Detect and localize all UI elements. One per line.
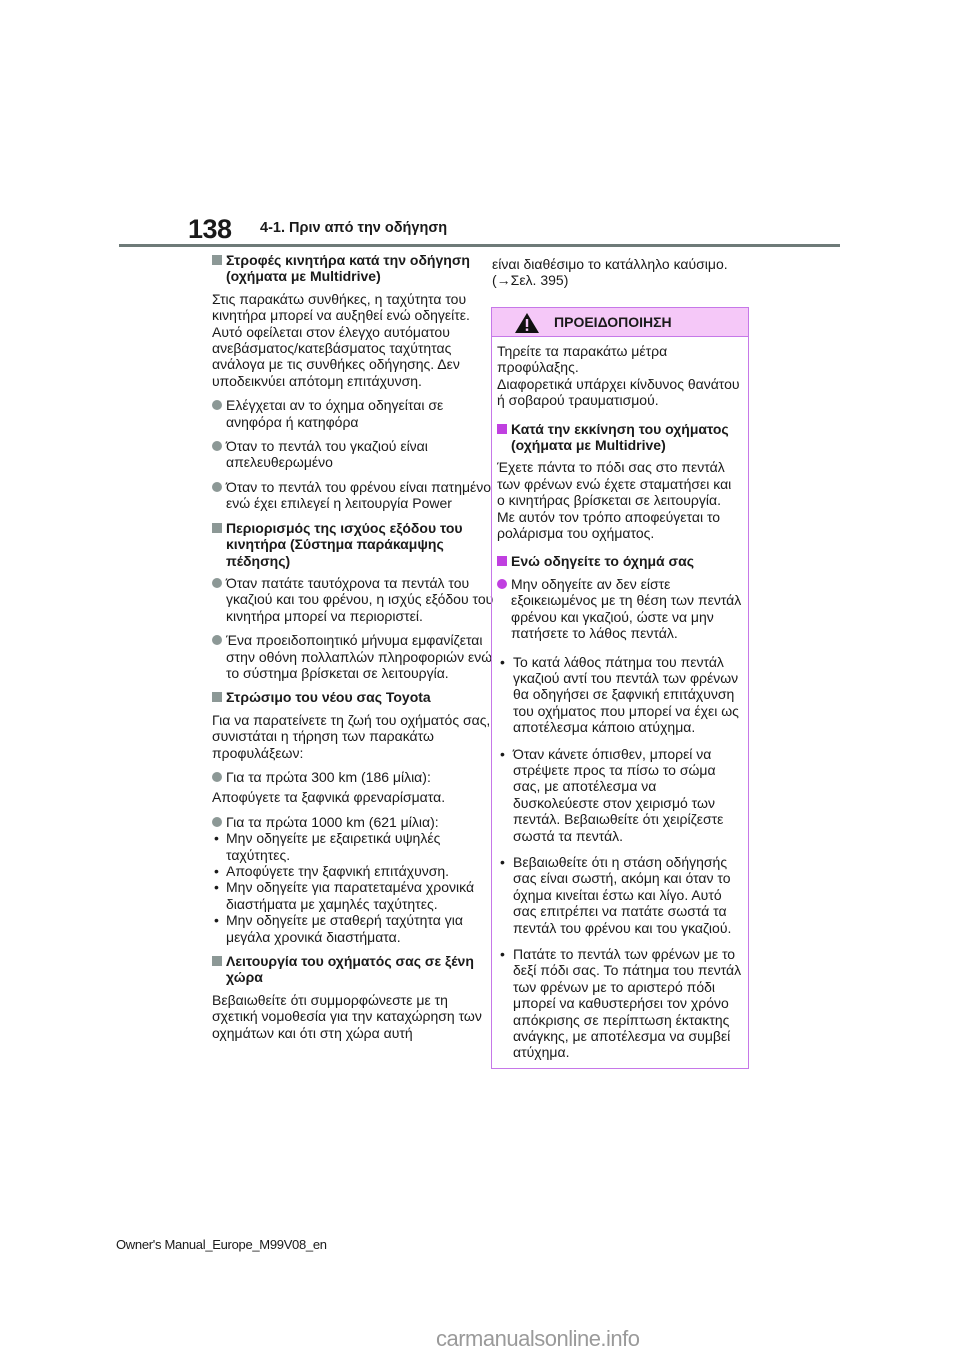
section-title: 4-1. Πριν από την οδήγηση (260, 220, 448, 236)
list-item: Ελέγχεται αν το όχημα οδηγείται σε ανηφόρα ή κατηφόρα (212, 397, 497, 430)
square-marker-icon (212, 523, 222, 533)
page-header (119, 212, 840, 246)
list-item: • Βεβαιωθείτε ότι η στάση οδήγησής σας είναι σωστή, ακόμη και όταν το όχημα κινείται έστω και λίγο. Αυτό σας επιτρέπει να πατάτε σωστά τα πεντάλ του φρένου και του γκαζιού. (500, 853, 732, 936)
page-number: 138 (188, 214, 232, 244)
paragraph: Βεβαιωθείτε ότι συμμορφώνεστε με τη σχετική νομοθεσία για την καταχώρηση των οχημάτων και ότι στη χώρα αυτή (212, 991, 482, 1041)
circle-bullet-icon (212, 772, 222, 782)
right-column (492, 256, 750, 289)
square-marker-icon (212, 956, 222, 966)
page-reference: (→Σελ. 395) (492, 272, 569, 289)
sub-list-item: • Μην οδηγείτε με σταθερή ταχύτητα για μεγάλα χρονικά διαστήματα. (214, 912, 463, 945)
list-item: Μην οδηγείτε αν δεν είστε εξοικειωμένος με τη θέση των πεντάλ φρένου και γκαζιού, ώστε να μην πατήσετε το λάθος πεντάλ. (497, 576, 742, 642)
square-marker-icon (212, 255, 222, 265)
watermark: carmanualsonline.info (436, 1326, 640, 1351)
circle-bullet-icon (212, 578, 222, 588)
warning-heading-driving: Ενώ οδηγείτε το όχημά σας (497, 553, 742, 569)
paragraph: Στις παρακάτω συνθήκες, η ταχύτητα του κινητήρα μπορεί να αυξηθεί ενώ οδηγείτε. Αυτό οφείλεται στον έλεγχο αυτόματου ανεβάσματος/κατεβάσματος ταχύτητας ανάλογα με τις συνθήκες οδήγησης. Δεν υποδεικνύει απότομη επιτάχυνση. (212, 290, 470, 389)
square-marker-icon (497, 556, 507, 566)
sub-list (212, 830, 497, 945)
warning-header (492, 308, 748, 337)
circle-bullet-icon (497, 579, 507, 589)
circle-bullet-icon (212, 482, 222, 492)
paragraph: Έχετε πάντα το πόδι σας στο πεντάλ των φρένων ενώ έχετε σταματήσει και ο κινητήρας βρίσκεται σε λειτουργία. Με αυτόν τον τρόπο αποφεύγεται το ρολάρισμα του οχήματος. (497, 459, 732, 542)
warning-body (492, 337, 748, 1061)
circle-bullet-icon (212, 817, 222, 827)
warning-heading-starting: Κατά την εκκίνηση του οχήματος (οχήματα με Multidrive) (497, 421, 742, 454)
paragraph: Για να παρατείνετε τη ζωή του οχήματός σας, συνιστάται η τήρηση των παρακάτω προφυλάξεων: (212, 711, 491, 761)
paragraph-continuation: είναι διαθέσιμο το κατάλληλο καύσιμο. (492, 256, 728, 272)
warning-intro: Τηρείτε τα παρακάτω μέτρα προφύλαξης. (497, 343, 668, 376)
list-item: Όταν το πεντάλ του γκαζιού είναι απελευθερωμένο (212, 438, 497, 471)
circle-bullet-icon (212, 441, 222, 451)
sub-list-item: • Μην οδηγείτε για παρατεταμένα χρονικά διαστήματα με χαμηλές ταχύτητες. (214, 879, 475, 912)
heading-engine-speed: Στροφές κινητήρα κατά την οδήγηση (οχήματα με Multidrive) (212, 252, 497, 285)
header-divider (119, 244, 840, 247)
circle-bullet-icon (212, 635, 222, 645)
square-marker-icon (497, 424, 507, 434)
heading-break-in: Στρώσιμο του νέου σας Toyota (212, 689, 497, 705)
warning-box (491, 307, 749, 1069)
warning-intro: Διαφορετικά υπάρχει κίνδυνος θανάτου ή σοβαρού τραυματισμού. (497, 375, 740, 409)
list-item: • Όταν κάνετε όπισθεν, μπορεί να στρέψετε προς τα πίσω το σώμα σας, με αποτέλεσμα να δυσκολεύεστε στον χειρισμό των πεντάλ. Βεβαιωθείτε ότι χειρίζεστε σωστά τα πεντάλ. (500, 745, 724, 844)
warning-triangle-icon (515, 313, 539, 338)
heading-brake-override: Περιορισμός της ισχύος εξόδου του κινητήρα (Σύστημα παράκαμψης πέδησης) (212, 520, 497, 569)
list-item: Ένα προειδοποιητικό μήνυμα εμφανίζεται στην οθόνη πολλαπλών πληροφοριών ενώ το σύστημα βρίσκεται σε λειτουργία. (212, 632, 497, 681)
list-item: Όταν πατάτε ταυτόχρονα τα πεντάλ του γκαζιού και του φρένου, η ισχύς εξόδου του κινητήρα μπορεί να περιοριστεί. (212, 575, 497, 624)
sub-list-item: • Αποφύγετε την ξαφνική επιτάχυνση. (214, 863, 450, 879)
footer-doc-id: Owner's Manual_Europe_M99V08_en (116, 1237, 327, 1252)
list-item: • Πατάτε το πεντάλ των φρένων με το δεξί πόδι σας. Το πάτημα του πεντάλ των φρένων με το αριστερό πόδι μπορεί να καθυστερήσει τον χρόνο απόκρισης σε περίπτωση έκτακτης ανάγκης, με αποτέλεσμα να συμβεί ατύχημα. (500, 946, 742, 1061)
square-marker-icon (212, 692, 222, 702)
circle-bullet-icon (212, 400, 222, 410)
left-column (212, 252, 497, 1049)
list-item: Για τα πρώτα 300 km (186 μίλια): (212, 769, 497, 785)
list-item: • Το κατά λάθος πάτημα του πεντάλ γκαζιού αντί του πεντάλ των φρένων θα οδηγήσει σε ξαφνική επιτάχυνση του οχήματος που μπορεί να έχει ως αποτέλεσμα κάποιο ατύχημα. (500, 653, 739, 736)
warning-title: ΠΡΟΕΙΔΟΠΟΙΗΣΗ (554, 314, 672, 330)
list-item: Για τα πρώτα 1000 km (621 μίλια): (212, 814, 497, 830)
list-item: Όταν το πεντάλ του φρένου είναι πατημένο ενώ έχει επιλεγεί η λειτουργία Power (212, 479, 497, 512)
paragraph: Αποφύγετε τα ξαφνικά φρεναρίσματα. (212, 789, 446, 806)
heading-foreign-country: Λειτουργία του οχήματός σας σε ξένη χώρα (212, 953, 497, 986)
sub-list-item: • Μην οδηγείτε με εξαιρετικά υψηλές ταχύτητες. (214, 830, 441, 863)
